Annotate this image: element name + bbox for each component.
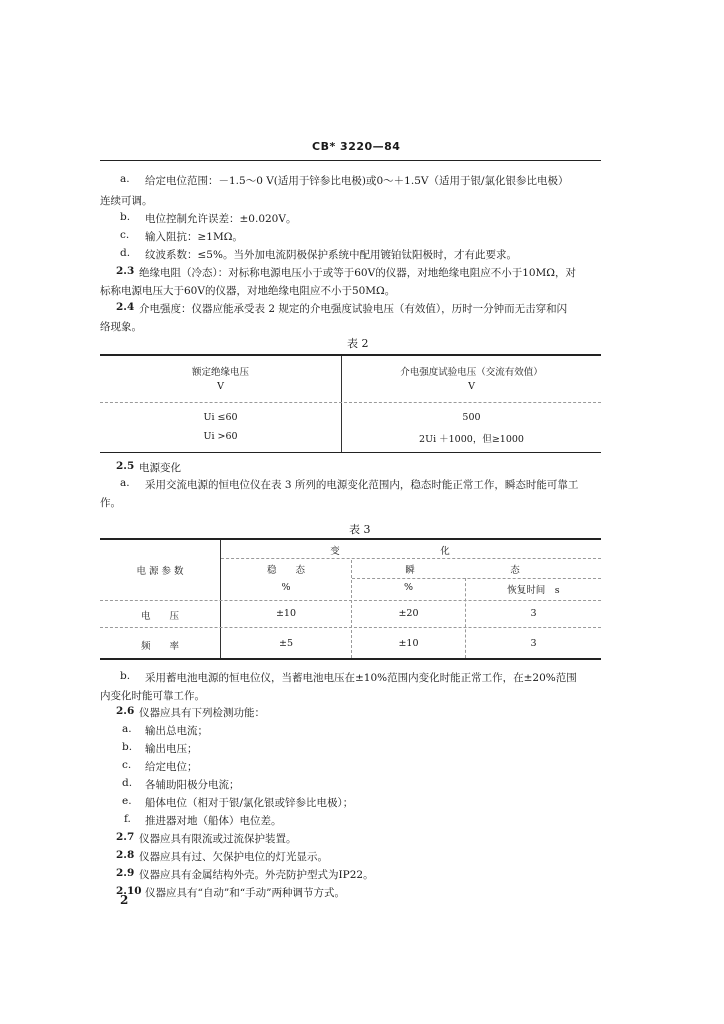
sec-2-3-num: 2.3 — [116, 265, 135, 277]
table3-recovery-header: 恢复时间 s — [507, 585, 560, 596]
table2-caption: 表 2 — [347, 337, 369, 350]
sec-2-5-num: 2.5 — [116, 460, 135, 472]
table3-transient-right: 态 — [510, 565, 520, 576]
item-2-6-e-text: 船体电位（相对于银/氯化银或锌参比电极）； — [145, 797, 354, 809]
sec-2-3-cont: 标称电源电压大于60V的仪器，对地绝缘电阻应不小于50MΩ。 — [100, 285, 396, 297]
item-d-text: 纹波系数：≤5%。当外加电流阴极保护系统中配用镀铂钛阳极时，才有此要求。 — [145, 249, 517, 261]
item-2-6-b-text: 输出电压； — [145, 743, 198, 755]
header-rule — [100, 160, 601, 161]
sec-2-4-text: 介电强度：仪器应能承受表 2 规定的介电强度试验电压（有效值），历时一分钟而无击穿和闪 — [139, 303, 568, 315]
item-a-cont: 连续可调。 — [100, 195, 153, 207]
table3-row1-transient: ±20 — [398, 608, 419, 619]
table3-row2-param: 频 率 — [140, 641, 179, 652]
sec-2-8-text: 仪器应具有过、欠保护电位的灯光显示。 — [139, 851, 328, 863]
item-2-5-a-text: 采用交流电源的恒电位仪在表 3 所列的电源变化范围内，稳态时能正常工作，瞬态时能可靠工 — [145, 479, 579, 491]
item-b-label: b. — [120, 211, 131, 223]
standard-code: CB* 3220—84 — [312, 140, 401, 153]
table3-change-hua: 化 — [440, 546, 450, 557]
item-2-5-b-text: 采用蓄电池电源的恒电位仪，当蓄电池电压在±10%范围内变化时能正常工作，在±20%范围 — [145, 672, 577, 684]
table3-change-bian: 变 — [330, 546, 340, 557]
sec-2-7-text: 仪器应具有限流或过流保护装置。 — [139, 833, 297, 845]
table2-header-voltage: 额定绝缘电压 — [191, 367, 249, 378]
table2-row2-test: 2Ui ＋1000，但≥1000 — [419, 434, 524, 445]
table3-change-divider — [221, 558, 601, 559]
item-2-6-f-label: f. — [124, 813, 131, 825]
table2-unit-1: V — [217, 381, 224, 392]
table3-row1-recovery: 3 — [530, 608, 537, 619]
table2-top-rule — [100, 354, 601, 356]
item-c-text: 输入阻抗：≥1MΩ。 — [145, 231, 243, 243]
sec-2-4-cont: 络现象。 — [100, 321, 142, 333]
item-2-6-d-text: 各辅助阳极分电流； — [145, 779, 240, 791]
item-2-5-a-cont: 作。 — [100, 497, 121, 509]
table3-pct-transient: % — [403, 582, 414, 593]
sec-2-3-text: 绝缘电阻（冷态）：对标称电源电压小于或等于60V的仪器，对地绝缘电阻应不小于10MΩ，对 — [139, 267, 577, 279]
item-2-5-b-label: b. — [120, 670, 131, 682]
table3-transient-left: 瞬 — [405, 565, 415, 576]
item-2-6-c-text: 给定电位； — [145, 761, 198, 773]
table3-row2-steady: ±5 — [278, 638, 293, 649]
item-2-6-c-label: c. — [122, 759, 132, 771]
table2-row1-voltage: Ui ≤60 — [203, 412, 238, 423]
table3-row1-steady: ±10 — [275, 608, 297, 619]
table3-row1-param: 电 压 — [140, 611, 179, 622]
sec-2-4-num: 2.4 — [116, 301, 135, 313]
table2-header-test: 介电强度试验电压（交流有效值） — [400, 367, 543, 378]
table3-row2-recovery: 3 — [530, 638, 537, 649]
item-a-text: 给定电位范围：－1.5～0 V(适用于锌参比电极)或0～＋1.5V（适用于银/氯化银参比电极） — [145, 175, 569, 187]
sec-2-9-num: 2.9 — [116, 867, 135, 879]
table3-param-header: 电 源 参 数 — [136, 566, 184, 577]
table3-bottom-rule — [100, 658, 601, 660]
table2-row2-voltage: Ui >60 — [203, 431, 238, 442]
sec-2-10-num: 2.10 — [116, 885, 142, 897]
sec-2-8-num: 2.8 — [116, 849, 135, 861]
table3-row2-transient: ±10 — [398, 638, 419, 649]
sec-2-6-title: 仪器应具有下列检测功能： — [139, 707, 265, 719]
item-c-label: c. — [120, 229, 130, 241]
item-2-6-e-label: e. — [122, 795, 132, 807]
item-2-6-a-label: a. — [122, 723, 132, 735]
table3-steady-header: 稳 态 — [266, 565, 305, 576]
table2-unit-2: V — [468, 381, 475, 392]
sec-2-7-num: 2.7 — [116, 831, 135, 843]
table3-top-rule — [100, 538, 601, 540]
table3-header-divider — [100, 600, 601, 601]
item-2-6-b-label: b. — [122, 741, 133, 753]
item-b-text: 电位控制允许误差：±0.020V。 — [145, 213, 297, 225]
item-2-6-d-label: d. — [122, 777, 133, 789]
table3-transient-subdivider — [352, 578, 601, 579]
item-d-label: d. — [120, 247, 131, 259]
sec-2-10-text: 仪器应具有“自动”和“手动”两种调节方式。 — [145, 887, 345, 899]
table2-header-divider — [100, 402, 601, 403]
sec-2-9-text: 仪器应具有金属结构外壳。外壳防护型式为IP22。 — [139, 869, 374, 881]
table3-row-divider — [100, 627, 601, 628]
item-2-6-f-text: 推进器对地（船体）电位差。 — [145, 815, 282, 827]
item-2-5-a-label: a. — [120, 477, 130, 489]
table2-row1-test: 500 — [462, 412, 481, 423]
table3-caption: 表 3 — [349, 523, 371, 536]
item-a-label: a. — [120, 173, 130, 185]
page-number: 2 — [120, 893, 129, 907]
table3-pct-steady: % — [281, 582, 291, 593]
sec-2-6-num: 2.6 — [116, 705, 135, 717]
table2-bottom-rule — [100, 452, 601, 453]
item-2-6-a-text: 输出总电流； — [145, 725, 208, 737]
sec-2-5-title: 电源变化 — [139, 462, 181, 474]
item-2-5-b-cont: 内变化时能可靠工作。 — [100, 690, 205, 702]
